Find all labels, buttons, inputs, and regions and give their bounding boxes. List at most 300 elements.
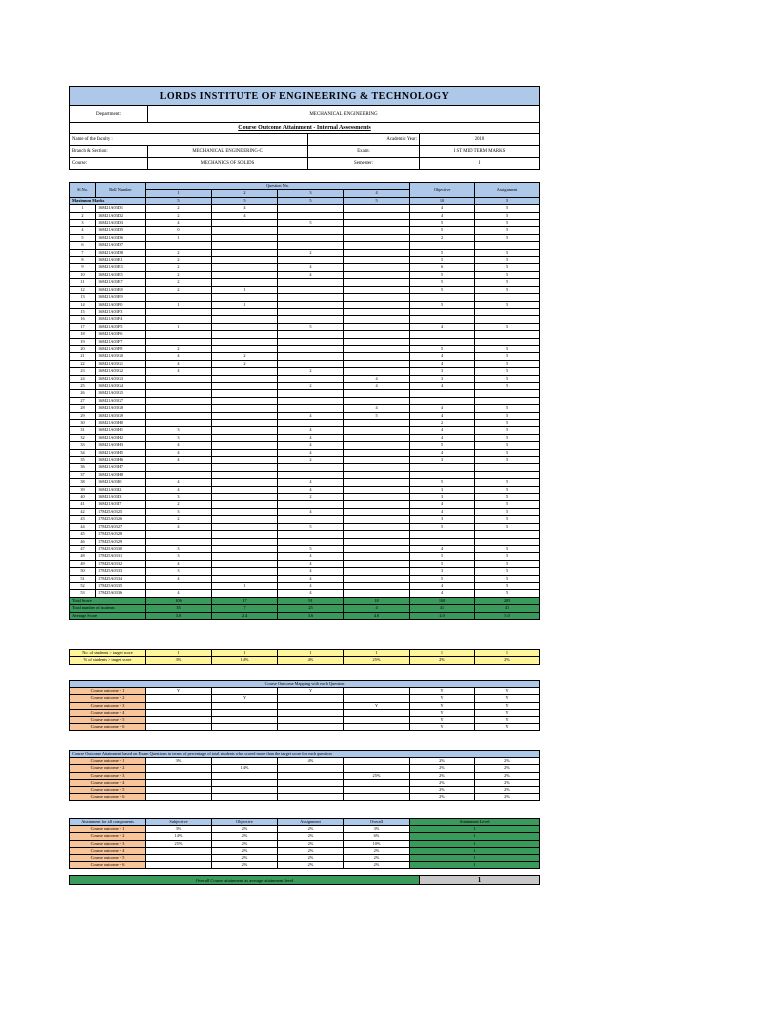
academic-year-label: Academic Year: [308,134,420,146]
value-cell: 2% [410,787,475,794]
total-score-value: 106 [146,597,212,604]
value-cell [212,724,278,731]
mark-cell [278,464,344,471]
mark-cell [344,545,410,552]
mark-cell [410,397,475,404]
table-row [70,264,540,271]
row-number: 50 [70,568,96,575]
target-label: No. of students > target score [70,650,146,657]
value-cell: 2% [212,833,278,840]
mark-cell [278,205,344,212]
semester-value: I [420,158,540,170]
table-row [70,862,540,869]
table-row [70,249,540,256]
value-cell [146,847,212,854]
row-number: 7 [70,249,96,256]
mark-cell [344,234,410,241]
roll-number: 16M21A03G0 [96,353,146,360]
value-cell [146,855,212,862]
mark-cell [212,249,278,256]
mark-cell: 2 [146,501,212,508]
table-row [70,840,540,847]
mark-cell [212,479,278,486]
mark-cell: 5 [278,323,344,330]
table-row [70,582,540,589]
table-row [70,316,540,323]
objective-max: 10 [410,197,475,204]
student-count-value: 4 [344,605,410,612]
mark-cell [344,442,410,449]
row-number: 3 [70,220,96,227]
mark-cell: 5 [278,523,344,530]
total-score-value: 17 [212,597,278,604]
mark-cell [344,316,410,323]
target-value: 3% [146,657,212,664]
row-number: 6 [70,242,96,249]
mark-cell: 4 [410,212,475,219]
roll-number: 16M21A03H3 [96,442,146,449]
mark-cell [344,397,410,404]
institute-title: LORDS INSTITUTE OF ENGINEERING & TECHNOLOGY [70,87,540,106]
mark-cell: 2 [146,286,212,293]
total-score-label: Total Score [70,597,146,604]
mark-cell [146,405,212,412]
value-cell: 3% [344,826,410,833]
row-number: 28 [70,405,96,412]
mark-cell [278,279,344,286]
mark-cell [146,382,212,389]
mark-cell [212,331,278,338]
mark-cell: 4 [410,427,475,434]
mark-cell [212,279,278,286]
roll-number: 17M25A0329 [96,538,146,545]
mark-cell [212,516,278,523]
mark-cell [212,560,278,567]
table-row [70,227,540,234]
table-row [70,758,540,765]
mark-cell: 5 [475,264,540,271]
value-cell: 2% [410,772,475,779]
value-cell: 2% [278,855,344,862]
mark-cell [344,523,410,530]
mark-cell [278,294,344,301]
course-outcome-label: Course outcome - 5 [70,717,146,724]
course-outcome-label: Course outcome - 4 [70,779,146,786]
assignment-header: Assignment [475,183,540,198]
mark-cell [344,449,410,456]
mark-cell [344,390,410,397]
mark-cell: 5 [410,523,475,530]
row-number: 19 [70,338,96,345]
mark-cell [410,464,475,471]
mark-cell [344,345,410,352]
mark-cell: 4 [278,427,344,434]
table-row [70,242,540,249]
average-score-value: 3.0 [146,612,212,619]
attainment-level: 1 [410,862,540,869]
mark-cell [344,227,410,234]
value-cell [146,779,212,786]
mark-cell: 5 [475,434,540,441]
table-row [70,382,540,389]
mark-cell [344,508,410,515]
mark-cell [278,353,344,360]
mark-cell: 4 [146,449,212,456]
mark-cell: 5 [475,405,540,412]
value-cell: Y [410,702,475,709]
row-number: 48 [70,553,96,560]
table-row [70,787,540,794]
mark-cell [475,397,540,404]
value-cell: 2% [344,847,410,854]
mark-cell [212,427,278,434]
value-cell: 6% [344,833,410,840]
roll-number: 16M21A03E9 [96,294,146,301]
mark-cell [278,360,344,367]
value-cell [278,765,344,772]
value-cell [146,702,212,709]
row-number: 8 [70,257,96,264]
row-number: 12 [70,286,96,293]
mark-cell [344,249,410,256]
mark-cell: 4 [278,479,344,486]
roll-number: 16M21A03G4 [96,382,146,389]
roll-number: 16M21A03G1 [96,360,146,367]
mark-cell [475,294,540,301]
mark-cell: 5 [410,257,475,264]
row-number: 24 [70,375,96,382]
table-row [70,508,540,515]
table-row [70,212,540,219]
mark-cell: 5 [475,382,540,389]
mark-cell: 5 [475,227,540,234]
summary-header: Attainment Level [410,819,540,826]
row-number: 30 [70,420,96,427]
mark-cell: 5 [410,271,475,278]
row-number: 46 [70,538,96,545]
value-cell [146,717,212,724]
question-number: 4 [344,190,410,197]
roll-number: 16M21A03E5 [96,271,146,278]
mark-cell: 4 [278,486,344,493]
mark-cell [475,538,540,545]
mark-cell: 5 [475,249,540,256]
value-cell [278,794,344,801]
mark-cell: 4 [146,220,212,227]
mark-cell [410,331,475,338]
student-count-value: 41 [475,605,540,612]
course-outcome-label: Course outcome - 3 [70,840,146,847]
mark-cell [278,345,344,352]
mark-cell: 2 [146,345,212,352]
mark-cell: 3 [146,508,212,515]
mark-cell: 2 [146,205,212,212]
mark-cell [212,420,278,427]
mark-cell: 4 [146,442,212,449]
table-row [70,220,540,227]
student-count-value: 25 [278,605,344,612]
roll-number: 16M21A03D3 [96,220,146,227]
branch-label: Branch & Section: [70,146,148,158]
value-cell [344,717,410,724]
table-row [70,471,540,478]
value-cell: Y [475,724,540,731]
mapping-title: Course Outcome Mapping with each Question [70,681,540,688]
roll-number: 16M21A03H5 [96,449,146,456]
summary-header: Objective [212,819,278,826]
value-cell [146,862,212,869]
mark-cell [212,590,278,597]
value-cell: 25% [146,840,212,847]
table-row [70,405,540,412]
roll-number: 16M21A03E8 [96,286,146,293]
roll-number: 16M21A03D1 [96,205,146,212]
value-cell [344,709,410,716]
row-number: 42 [70,508,96,515]
mark-cell: 4 [146,486,212,493]
mark-cell: 5 [475,486,540,493]
mark-cell [278,516,344,523]
roll-number: 16M21A03G3 [96,375,146,382]
roll-number: 16M21A03H6 [96,457,146,464]
value-cell: 14% [146,833,212,840]
row-number: 18 [70,331,96,338]
mark-cell: 5 [475,516,540,523]
mark-cell [146,294,212,301]
mark-cell: 4 [410,405,475,412]
mark-cell: 3 [146,545,212,552]
value-cell: 2% [475,787,540,794]
mark-cell: 5 [475,479,540,486]
value-cell: 2% [212,862,278,869]
mark-cell [212,242,278,249]
course-outcome-label: Course outcome - 2 [70,695,146,702]
mark-cell [410,294,475,301]
mark-cell [146,538,212,545]
value-cell [146,695,212,702]
mark-cell [212,501,278,508]
table-row [70,457,540,464]
value-cell: 2% [212,826,278,833]
row-number: 14 [70,301,96,308]
value-cell: Y [146,688,212,695]
table-row [70,826,540,833]
table-row [70,479,540,486]
mark-cell [278,420,344,427]
value-cell: 2% [475,779,540,786]
mark-cell: 5 [475,353,540,360]
mark-cell [410,390,475,397]
value-cell: Y [410,717,475,724]
mark-cell: 5 [278,220,344,227]
course-outcome-label: Course outcome - 6 [70,862,146,869]
table-row [70,494,540,501]
value-cell: 2% [212,840,278,847]
mark-cell [344,294,410,301]
roll-number: 16M21A03H8 [96,471,146,478]
mark-cell [410,242,475,249]
mark-cell: 4 [410,360,475,367]
row-number: 15 [70,308,96,315]
value-cell: 14% [212,765,278,772]
roll-header: Roll Number [96,183,146,198]
table-row [70,464,540,471]
overall-value: 1 [420,876,540,885]
attainment-level: 1 [410,840,540,847]
mark-cell: 2 [146,279,212,286]
mark-cell: 5 [475,545,540,552]
value-cell [278,787,344,794]
mark-cell: 3 [410,457,475,464]
mark-cell [344,279,410,286]
average-score-value: 3.6 [278,612,344,619]
overall-label: Overall Course attainment as average attainment level [70,876,420,885]
table-row [70,847,540,854]
student-count-value: 41 [410,605,475,612]
table-row [70,442,540,449]
mark-cell [212,234,278,241]
mark-cell [212,449,278,456]
question-number: 1 [146,190,212,197]
table-row [70,538,540,545]
row-number: 40 [70,494,96,501]
value-cell [212,758,278,765]
roll-number: 16M21A03H1 [96,427,146,434]
mark-cell [212,397,278,404]
mark-cell: 2 [410,234,475,241]
roll-number: 16M21A03F3 [96,308,146,315]
mark-cell: 5 [278,545,344,552]
mark-cell: 3 [410,494,475,501]
roll-number: 17M25A0328 [96,531,146,538]
value-cell [212,688,278,695]
roll-number: 16M21A03H7 [96,464,146,471]
value-cell: 2% [278,826,344,833]
roll-number: 16M21A03G5 [96,390,146,397]
attainment-level: 1 [410,826,540,833]
roll-number: 16M21A03F7 [96,338,146,345]
table-row [70,257,540,264]
mark-cell: 1 [146,234,212,241]
value-cell [344,758,410,765]
mark-cell: 5 [410,575,475,582]
average-score-value: 5.0 [475,612,540,619]
row-number: 17 [70,323,96,330]
table-row [70,717,540,724]
mark-cell [212,257,278,264]
mark-cell: 4 [278,264,344,271]
mark-cell [278,375,344,382]
mark-cell: 4 [344,405,410,412]
table-row [70,779,540,786]
mark-cell: 3 [410,516,475,523]
mark-cell: 4 [146,560,212,567]
roll-number: 16M21A03I2 [96,486,146,493]
value-cell: 2% [278,847,344,854]
mark-cell: 2 [212,353,278,360]
value-cell: 2% [344,855,410,862]
value-cell [278,709,344,716]
mark-cell: 2 [212,360,278,367]
value-cell: 25% [344,772,410,779]
roll-number: 16M21A03F6 [96,331,146,338]
table-row [70,560,540,567]
value-cell: Y [410,695,475,702]
mark-cell: 5 [344,412,410,419]
target-value: 1 [475,650,540,657]
max-mark: 5 [146,197,212,204]
summary-header: Overall [344,819,410,826]
summary-header: Subjective [146,819,212,826]
row-number: 38 [70,479,96,486]
mark-cell [146,338,212,345]
value-cell: Y [344,702,410,709]
value-cell: 2% [475,794,540,801]
value-cell [212,702,278,709]
mark-cell: 3 [410,375,475,382]
row-number: 34 [70,449,96,456]
mark-cell: 5 [410,220,475,227]
value-cell: 2% [475,772,540,779]
roll-number: 17M25A0333 [96,568,146,575]
mark-cell: 3 [410,486,475,493]
table-row [70,205,540,212]
total-score-value: 205 [475,597,540,604]
value-cell [146,709,212,716]
mark-cell [146,316,212,323]
row-number: 23 [70,368,96,375]
roll-number: 16M21A03G9 [96,412,146,419]
mark-cell [344,479,410,486]
mark-cell [278,397,344,404]
roll-number: 16M21A03I0 [96,479,146,486]
table-row [70,294,540,301]
mark-cell [278,471,344,478]
table-row [70,360,540,367]
mark-cell: 5 [475,442,540,449]
mark-cell [344,501,410,508]
value-cell [146,724,212,731]
mark-cell [410,316,475,323]
roll-number: 16M21A03D6 [96,234,146,241]
mark-cell [344,575,410,582]
mark-cell [344,538,410,545]
mark-cell: 5 [475,205,540,212]
mark-cell [146,412,212,419]
table-row [70,772,540,779]
roll-number: 16M21A03D7 [96,242,146,249]
mark-cell: 4 [278,590,344,597]
mark-cell [212,538,278,545]
mark-cell: 5 [410,249,475,256]
mark-cell [475,316,540,323]
table-row [70,575,540,582]
mark-cell [146,397,212,404]
roll-number: 17M25A0326 [96,516,146,523]
mark-cell [475,390,540,397]
value-cell: Y [278,688,344,695]
table-row [70,412,540,419]
value-cell: 2% [475,765,540,772]
mark-cell [344,464,410,471]
course-outcome-label: Course outcome - 3 [70,772,146,779]
mark-cell: 5 [410,553,475,560]
row-number: 27 [70,397,96,404]
mark-cell: 4 [278,449,344,456]
mark-cell [344,471,410,478]
mark-cell: 4 [146,479,212,486]
roll-number: 17M25A0330 [96,545,146,552]
